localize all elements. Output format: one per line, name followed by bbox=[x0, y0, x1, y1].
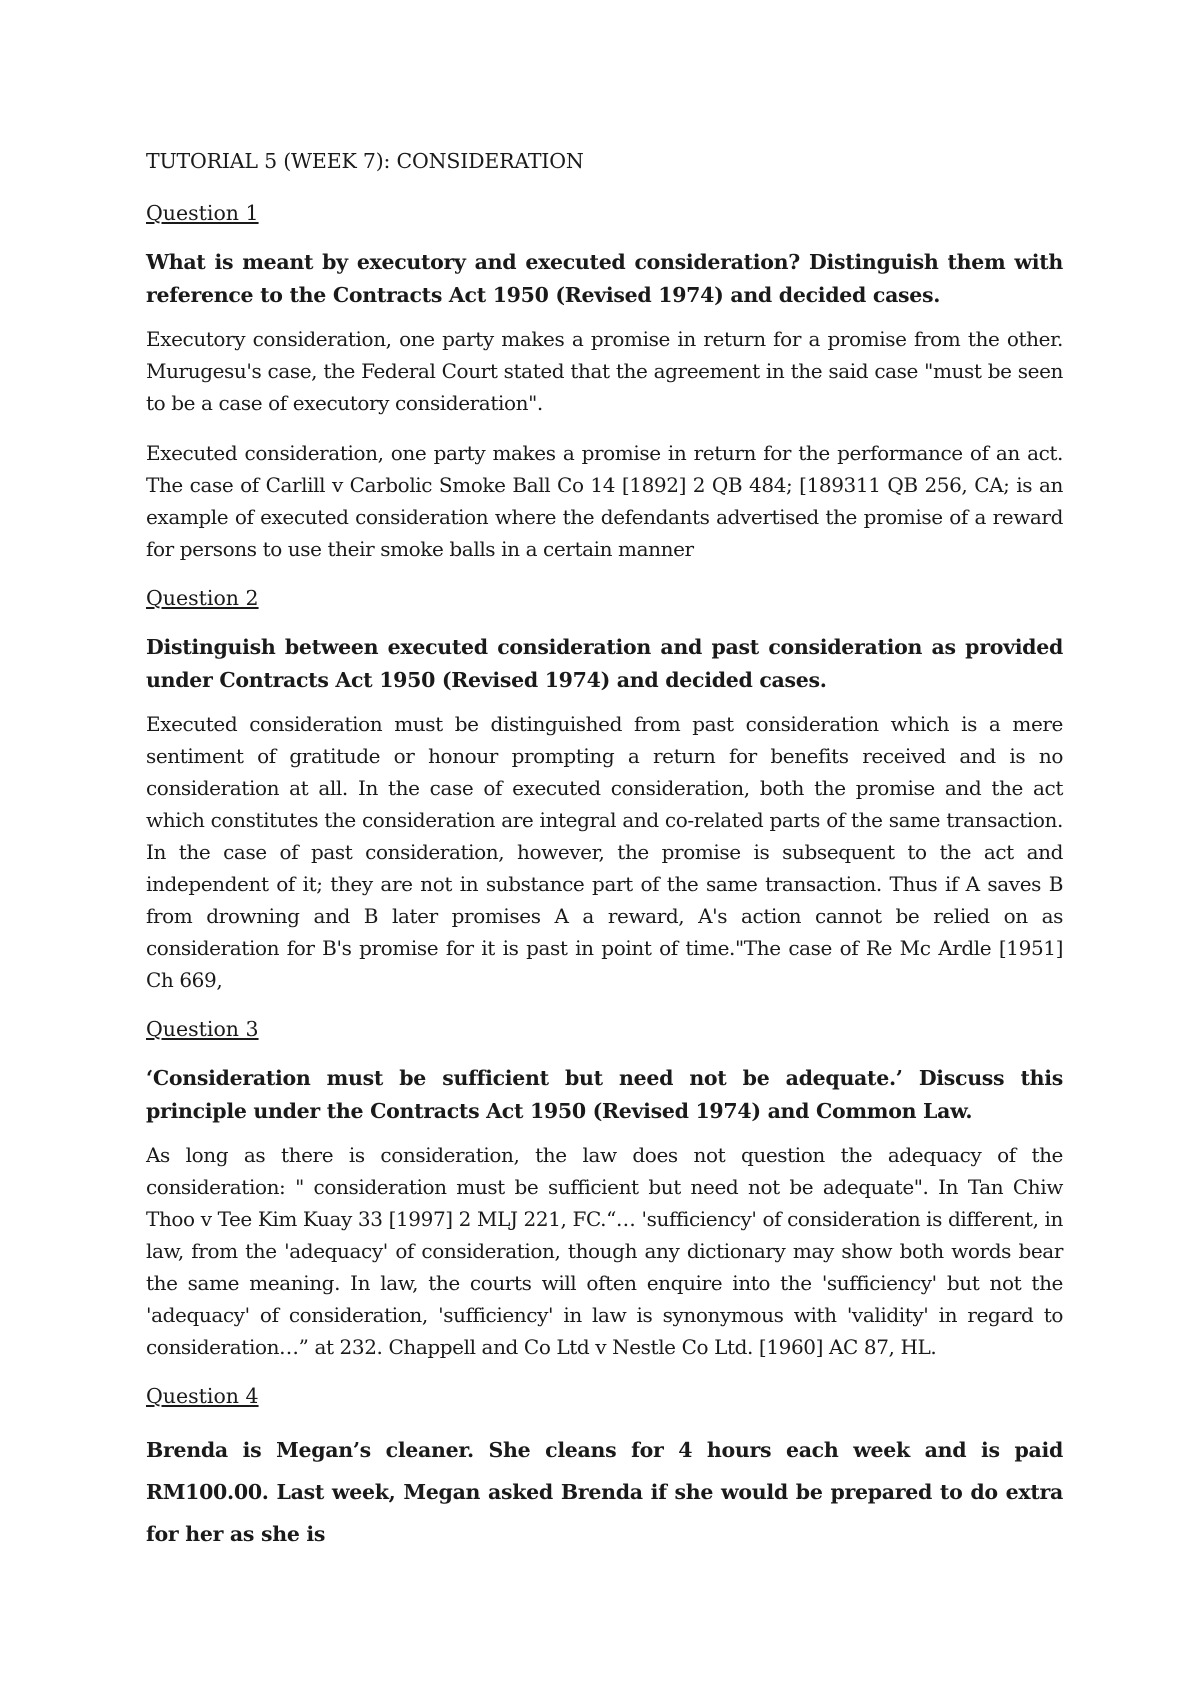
question-4-prompt: Brenda is Megan’s cleaner. She cleans for 4 hours each week and is paid RM100.00. Last week, Megan asked Brenda if she would be prepared to do extra for her as she is bbox=[146, 1438, 1063, 1546]
question-3-heading: Question 3 bbox=[146, 1017, 259, 1041]
document-page bbox=[146, 138, 1063, 1567]
question-4-heading: Question 4 bbox=[146, 1384, 259, 1408]
question-3-answer-paragraph-1: As long as there is consideration, the law does not question the adequacy of the consideration: " consideration must be sufficient but need not be adequate". In Tan Chiw Thoo v Tee Kim Kuay 33 [1997] 2 MLJ 221, FC.“… 'sufficiency' of consideration is different, in law, from the 'adequacy' of consideration, though any dictionary may show both words bear the same meaning. In law, the courts will often enquire into the 'sufficiency' but not the 'adequacy' of consideration, 'sufficiency' in law is synonymous with 'validity' in regard to consideration…” at 232. Chappell and Co Ltd v Nestle Co Ltd. [1960] AC 87, HL. bbox=[146, 1143, 1063, 1359]
question-2-section bbox=[146, 583, 1063, 996]
question-1-heading: Question 1 bbox=[146, 201, 259, 225]
question-2-prompt: Distinguish between executed consideration and past consideration as provided under Contracts Act 1950 (Revised 1974) and decided cases. bbox=[146, 635, 1063, 692]
question-1-answer-paragraph-2: Executed consideration, one party makes a promise in return for the performance of an act. The case of Carlill v Carbolic Smoke Ball Co 14 [1892] 2 QB 484; [189311 QB 256, CA; is an example of executed consideration where the defendants advertised the promise of a reward for persons to use their smoke balls in a certain manner bbox=[146, 441, 1063, 561]
question-1-section bbox=[146, 198, 1063, 565]
question-3-section bbox=[146, 1014, 1063, 1363]
question-2-answer-paragraph-1: Executed consideration must be distinguished from past consideration which is a mere sentiment of gratitude or honour prompting a return for benefits received and is no consideration at all. In the case of executed consideration, both the promise and the act which constitutes the consideration are integral and co-related parts of the same transaction. In the case of past consideration, however, the promise is subsequent to the act and independent of it; they are not in substance part of the same transaction. Thus if A saves B from drowning and B later promises A a reward, A's action cannot be relied on as consideration for B's promise for it is past in point of time."The case of Re Mc Ardle [1951] Ch 669, bbox=[146, 712, 1063, 992]
question-4-section bbox=[146, 1381, 1063, 1555]
document-title: TUTORIAL 5 (WEEK 7): CONSIDERATION bbox=[146, 149, 584, 173]
question-1-answer-paragraph-1: Executory consideration, one party makes a promise in return for a promise from the other. Murugesu's case, the Federal Court stated that the agreement in the said case "must be seen to be a case of executory consideration". bbox=[146, 327, 1063, 415]
question-1-prompt: What is meant by executory and executed consideration? Distinguish them with reference to the Contracts Act 1950 (Revised 1974) and decided cases. bbox=[146, 250, 1063, 307]
question-2-heading: Question 2 bbox=[146, 586, 259, 610]
question-3-prompt: ‘Consideration must be sufficient but need not be adequate.’ Discuss this principle under the Contracts Act 1950 (Revised 1974) and Common Law. bbox=[146, 1066, 1063, 1123]
